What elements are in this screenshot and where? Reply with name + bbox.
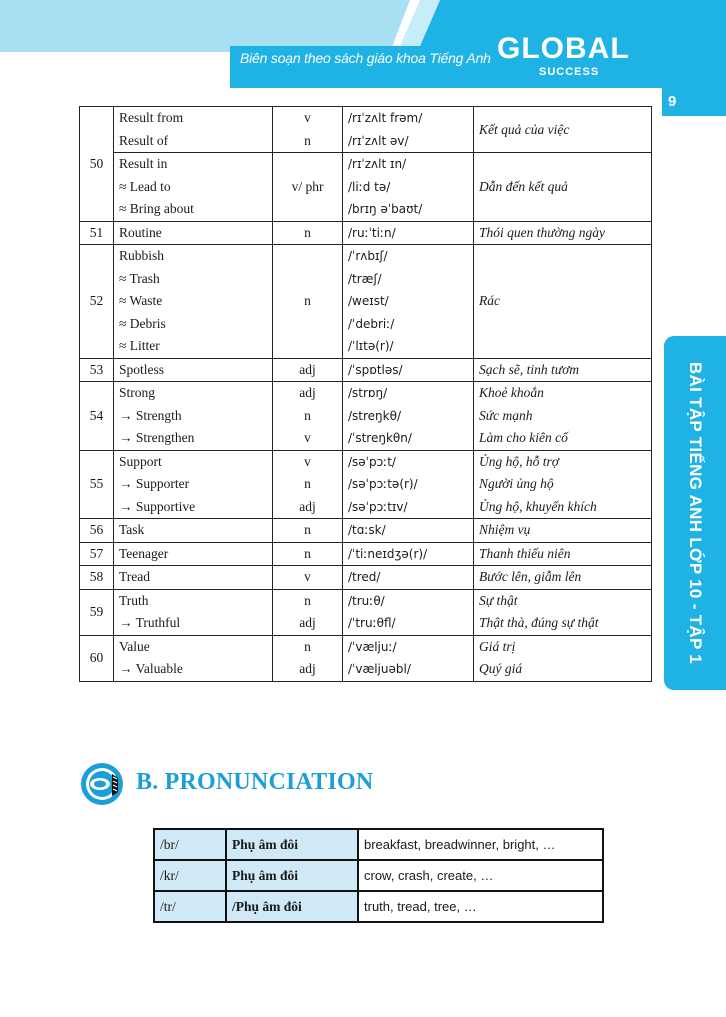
ipa: /səˈpɔːtɪv/	[348, 499, 408, 514]
meaning: Sức mạnh	[479, 407, 533, 423]
table-row	[154, 860, 603, 891]
part-of-speech	[273, 198, 342, 221]
table-row	[80, 450, 652, 519]
word: Value	[119, 638, 150, 654]
meaning: Làm cho kiên cố	[479, 430, 568, 445]
sound-cell: /tr/	[154, 891, 226, 922]
table-row	[80, 358, 652, 382]
table-row	[154, 829, 603, 860]
word: Tread	[119, 569, 151, 584]
word: ≈ Litter	[119, 338, 160, 353]
type-cell: Phụ âm đôi	[226, 860, 358, 891]
ipa: /rɪˈzʌlt əv/	[348, 133, 409, 148]
meaning: Giá trị	[479, 638, 516, 654]
ipa: /ˈdebriː/	[348, 316, 395, 331]
word: Teenager	[119, 545, 169, 561]
meaning: Dẫn đến kết quả	[474, 153, 652, 222]
row-number: 51	[80, 221, 114, 245]
ipa: /tɑːsk/	[348, 523, 386, 537]
word: ≈ Waste	[119, 293, 163, 308]
ipa: /ˈrʌbɪʃ/	[348, 249, 388, 263]
meaning: Người ủng hộ	[479, 476, 554, 491]
ipa: /ˈtruːθfl/	[348, 616, 396, 630]
ipa: /ˈstreŋkθn/	[348, 431, 412, 445]
word: ≈ Trash	[119, 270, 160, 286]
part-of-speech: n	[304, 224, 311, 240]
part-of-speech: n	[273, 245, 343, 359]
header-subtitle: Biên soạn theo sách giáo khoa Tiếng Anh	[240, 50, 491, 66]
table-row	[80, 382, 652, 451]
word: → Supporter	[119, 476, 190, 491]
part-of-speech: n	[304, 476, 311, 491]
ipa: /ˈvæljuː/	[348, 639, 397, 654]
brand-logo-sub: SUCCESS	[539, 66, 600, 78]
table-row	[80, 519, 652, 543]
examples-cell: crow, crash, create, …	[358, 860, 603, 891]
row-number: 58	[80, 566, 114, 590]
type-cell: /Phụ âm đôi	[226, 891, 358, 922]
side-title: BÀI TẬP TIẾNG ANH LỚP 10 - TẬP 1	[686, 361, 705, 665]
word: → Truthful	[119, 615, 181, 630]
word: Result from	[119, 110, 184, 125]
part-of-speech: adj	[299, 615, 316, 630]
examples-cell: breakfast, breadwinner, bright, …	[358, 829, 603, 860]
word: Result of	[119, 132, 169, 148]
meaning: Ủng hộ, hỗ trợ	[479, 453, 559, 469]
type-cell: Phụ âm đôi	[226, 829, 358, 860]
meaning: Quý giá	[479, 661, 523, 676]
sound-cell: /kr/	[154, 860, 226, 891]
meaning: Thật thà, đúng sự thật	[479, 615, 599, 630]
meaning: Bước lên, giẫm lên	[479, 569, 582, 584]
word: Spotless	[119, 361, 165, 377]
table-row	[80, 107, 652, 153]
ipa: /ruːˈtiːn/	[348, 225, 396, 240]
table-row	[80, 221, 652, 245]
row-number: 50	[80, 107, 114, 222]
word: Task	[119, 522, 145, 537]
row-number: 52	[80, 245, 114, 359]
meaning: Sự thật	[479, 592, 518, 608]
ipa: /ˈlɪtə(r)/	[348, 339, 394, 353]
word: Strong	[119, 385, 156, 400]
word: Routine	[119, 224, 162, 240]
part-of-speech: v	[304, 453, 311, 469]
word: ≈ Debris	[119, 315, 166, 331]
ipa: /liːd tə/	[348, 179, 391, 194]
meaning: Thanh thiếu niên	[479, 545, 571, 561]
section-title: B. PRONUNCIATION	[136, 769, 374, 795]
ipa: /səˈpɔːt/	[348, 454, 396, 469]
row-number: 56	[80, 519, 114, 543]
table-row	[80, 153, 652, 222]
part-of-speech: v	[304, 110, 311, 125]
row-number: 57	[80, 542, 114, 566]
meaning: Khoẻ khoắn	[479, 385, 544, 400]
ipa: /strɒŋ/	[348, 386, 388, 400]
row-number: 55	[80, 450, 114, 519]
part-of-speech: v/ phr	[291, 178, 324, 194]
ipa: /truːθ/	[348, 593, 385, 608]
ipa: /streŋkθ/	[348, 408, 401, 423]
table-row	[80, 542, 652, 566]
ipa: /ˈvæljuəbl/	[348, 662, 411, 676]
word: → Valuable	[119, 661, 183, 676]
part-of-speech: n	[304, 407, 311, 423]
table-row	[80, 245, 652, 359]
ipa: /ˈtiːneɪdʒə(r)/	[348, 546, 428, 561]
part-of-speech: n	[304, 522, 311, 537]
part-of-speech: n	[304, 638, 311, 654]
word: ≈ Bring about	[119, 201, 194, 216]
ipa: /weɪst/	[348, 294, 389, 308]
part-of-speech: adj	[299, 661, 316, 676]
part-of-speech	[273, 153, 342, 176]
page-number: 9	[662, 88, 726, 116]
table-row	[154, 891, 603, 922]
word: ≈ Lead to	[119, 178, 171, 194]
row-number: 54	[80, 382, 114, 451]
bookmark-eye-icon	[80, 762, 124, 806]
word: Support	[119, 453, 162, 469]
ipa: /ˈspɒtləs/	[348, 362, 403, 377]
ipa: /brɪŋ əˈbaʊt/	[348, 202, 423, 216]
word: Result in	[119, 156, 168, 171]
word: → Strengthen	[119, 430, 195, 445]
vocabulary-table	[79, 106, 652, 682]
word: Rubbish	[119, 248, 165, 263]
part-of-speech: adj	[299, 361, 316, 377]
table-row	[80, 589, 652, 635]
word: Truth	[119, 592, 149, 608]
pronunciation-table	[153, 828, 604, 923]
meaning: Ủng hộ, khuyến khích	[479, 498, 597, 514]
examples-cell: truth, tread, tree, …	[358, 891, 603, 922]
sound-cell: /br/	[154, 829, 226, 860]
meaning: Sạch sẽ, tinh tươm	[479, 361, 580, 377]
word: → Strength	[119, 407, 182, 423]
ipa: /səˈpɔːtə(r)/	[348, 477, 418, 491]
part-of-speech: adj	[299, 498, 316, 514]
part-of-speech: n	[304, 592, 311, 608]
meaning: Kết quả của việc	[474, 107, 652, 153]
part-of-speech: n	[304, 132, 311, 148]
row-number: 59	[80, 589, 114, 635]
ipa: /træʃ/	[348, 271, 382, 286]
table-row	[80, 566, 652, 590]
part-of-speech: v	[304, 430, 311, 445]
ipa: /rɪˈzʌlt ɪn/	[348, 157, 407, 171]
meaning: Nhiệm vụ	[479, 522, 531, 537]
part-of-speech: adj	[299, 385, 316, 400]
part-of-speech: n	[304, 545, 311, 561]
ipa: /rɪˈzʌlt frəm/	[348, 111, 423, 125]
row-number: 60	[80, 635, 114, 681]
meaning: Thói quen thường ngày	[479, 224, 605, 240]
part-of-speech: v	[304, 569, 311, 584]
ipa: /tred/	[348, 570, 381, 584]
table-row	[80, 635, 652, 681]
brand-logo: GLOBAL	[497, 32, 630, 65]
word: → Supportive	[119, 498, 196, 514]
meaning: Rác	[474, 245, 652, 359]
row-number: 53	[80, 358, 114, 382]
